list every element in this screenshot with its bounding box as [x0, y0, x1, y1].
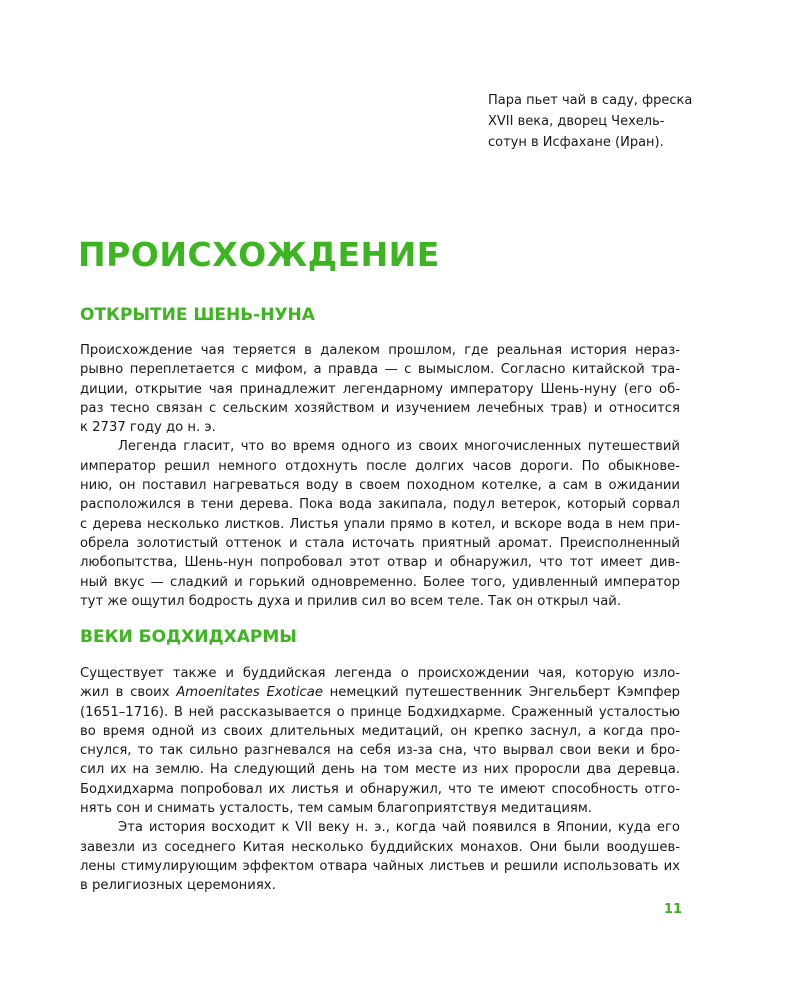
page-number: 11	[663, 902, 682, 917]
text-line: снулся, то так сильно разгневался на себя из-за сна, что вырвал свои веки и бро-	[80, 743, 680, 759]
caption-line: XVII века, дворец Чехель-	[488, 114, 665, 129]
page-title: ПРОИСХОЖДЕНИЕ	[78, 235, 440, 274]
section-body-shen-nung	[80, 341, 680, 611]
text-line: любопытства, Шень-нун попробовал этот отвар и обнаружил, что тот имеет див-	[80, 555, 680, 571]
text-line: лены стимулирующим эффектом отвара чайных листьев и решили использовать их	[80, 858, 680, 874]
text-line: завезли из соседнего Китая несколько буддийских монахов. Они были воодушев-	[80, 839, 680, 855]
text-line: раз тесно связан с сельским хозяйством и изучением лечебных трав) и относится	[80, 400, 680, 416]
text-line: к 2737 году до н. э.	[80, 420, 216, 436]
text-line: Существует также и буддийская легенда о происхождении чая, которую изло-	[80, 666, 680, 681]
text-line: император решил немного отдохнуть после долгих часов дороги. По обыкнове-	[80, 458, 680, 474]
text-line: сил их на землю. На следующий день на том месте из них проросли два деревца.	[80, 762, 680, 778]
text-line: обрела золотистый оттенок и стала источать приятный аромат. Преисполненный	[80, 535, 680, 551]
text-fragment: жил в своих	[80, 685, 177, 701]
text-line: ный вкус — сладкий и горький одновременно. Более того, удивленный император	[80, 574, 680, 590]
text-line: нию, он поставил нагреваться воду в своем походном котелке, а сам в ожидании	[80, 478, 680, 494]
text-line: нять сон и снимать усталость, тем самым благоприятствуя медитациям.	[80, 801, 592, 817]
text-line: расположился в тени дерева. Пока вода закипала, подул ветерок, который сорвал	[80, 497, 680, 513]
caption-line: Пара пьет чай в саду, фреска	[488, 93, 693, 108]
text-line: с дерева несколько листков. Листья упали прямо в котел, и вскоре вода в нем при-	[80, 516, 680, 532]
text-line: Легенда гласит, что во время одного из своих многочисленных путешествий	[118, 439, 680, 455]
text-line: Бодхидхарма попробовал их листья и обнаружил, что те имеют способность отго-	[80, 781, 680, 797]
text-fragment: немецкий путешественник Энгельберт Кэмпфер	[322, 685, 680, 701]
text-line: диции, открытие чая принадлежит легендарному императору Шень-нуну (его об-	[80, 381, 680, 397]
caption-line: сотун в Исфахане (Иран).	[488, 135, 664, 150]
book-title-italic: Amoenitates Exoticae	[176, 685, 323, 701]
text-line: рывно переплетается с мифом, а правда — с вымыслом. Согласно китайской тра-	[80, 362, 680, 378]
figure-caption	[488, 90, 718, 153]
section-heading-bodhidharma: ВЕКИ БОДХИДХАРМЫ	[80, 627, 297, 647]
text-line: во время одной из своих длительных медитаций, он крепко заснул, а когда про-	[80, 723, 680, 739]
text-line: тут же ощутил бодрость духа и прилив сил во всем теле. Так он открыл чай.	[80, 593, 622, 609]
section-body-bodhidharma	[80, 664, 680, 896]
text-line: Эта история восходит к VII веку н. э., когда чай появился в Японии, куда его	[118, 820, 680, 836]
text-line: (1651–1716). В ней рассказывается о принце Бодхидхарме. Сраженный усталостью	[80, 704, 680, 720]
section-heading-shen-nung: ОТКРЫТИЕ ШЕНЬ-НУНА	[80, 305, 315, 325]
text-line-with-italic	[80, 683, 680, 702]
text-line: в религиозных церемониях.	[80, 878, 276, 894]
text-line: Происхождение чая теряется в далеком прошлом, где реальная история нераз-	[80, 343, 680, 358]
